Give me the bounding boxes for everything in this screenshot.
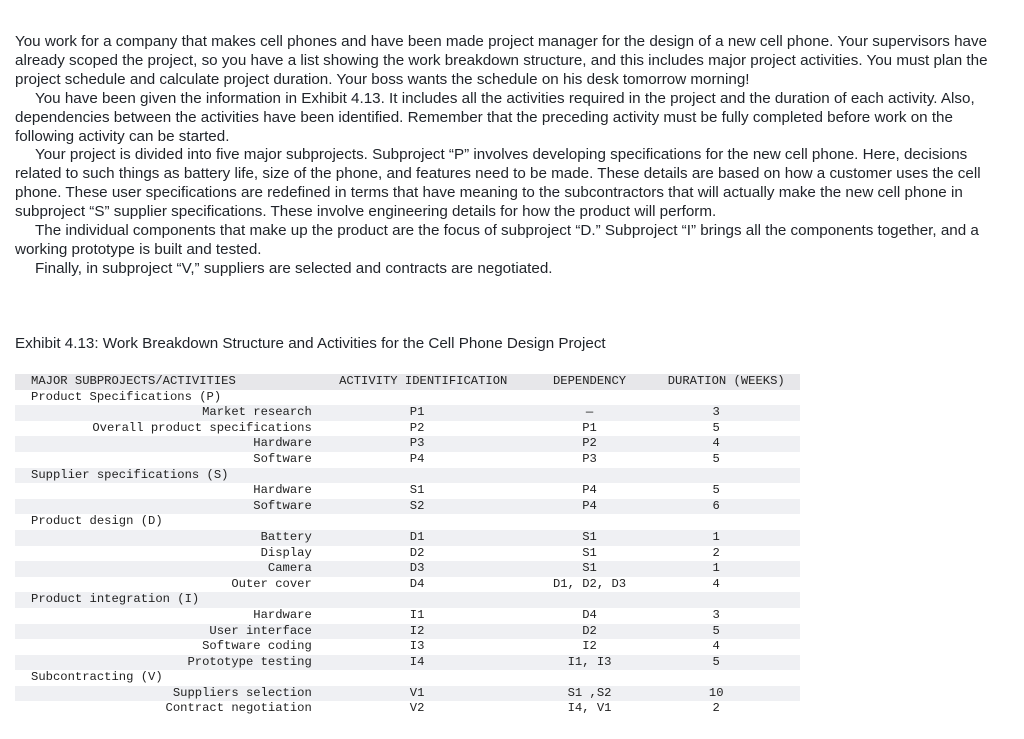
activity-name: Hardware: [253, 483, 312, 498]
activity-duration: 5: [712, 654, 720, 669]
activity-duration: 2: [712, 701, 720, 716]
problem-text: [15, 33, 1005, 279]
activity-row: [15, 639, 800, 655]
activity-dependency: S1 ,S2: [567, 685, 612, 700]
activity-id: V1: [409, 685, 425, 700]
activity-duration: 10: [708, 685, 724, 700]
activity-row: [15, 655, 800, 671]
activity-dependency: I2: [582, 639, 597, 654]
activity-row: [15, 421, 800, 437]
subproject-name: Product Specifications (P): [31, 389, 222, 404]
activity-duration: 5: [712, 420, 720, 435]
activity-duration: 4: [712, 576, 720, 591]
activity-id: P3: [409, 436, 425, 451]
activity-row: [15, 436, 800, 452]
subproject-row: [15, 390, 800, 406]
suppliers-paragraph: Finally, in subproject “V,” suppliers are selected and contracts are negotiated.: [35, 259, 553, 277]
activity-id: S1: [409, 483, 425, 498]
activity-id: P1: [409, 405, 425, 420]
subproject-row: [15, 468, 800, 484]
activity-row: [15, 701, 800, 717]
activity-duration: 2: [712, 545, 720, 560]
header-dependency: DEPENDENCY: [552, 374, 627, 388]
activity-name: Display: [260, 545, 312, 560]
activity-id: I2: [409, 623, 425, 638]
activity-row: [15, 405, 800, 421]
activity-duration: 5: [712, 451, 720, 466]
activity-row: [15, 608, 800, 624]
activity-row: [15, 452, 800, 468]
activity-name: Camera: [267, 561, 312, 576]
exhibit-info-paragraph: You have been given the information in Exhibit 4.13. It includes all the activities required in the project and the duration of each activity. Also, dependencies between the activities have been identified. Remember that the preceding activity must be fully completed before work on the following activity can be started.: [15, 89, 975, 145]
activity-name: Overall product specifications: [92, 420, 312, 435]
exhibit-title: Exhibit 4.13: Work Breakdown Structure and Activities for the Cell Phone Design Project: [15, 335, 606, 352]
activity-id: V2: [409, 701, 425, 716]
activity-id: P2: [409, 420, 425, 435]
activity-dependency: S1: [582, 561, 597, 576]
activity-duration: 1: [712, 561, 720, 576]
activity-name: Battery: [260, 529, 312, 544]
activity-dependency: P4: [582, 498, 597, 513]
activity-dependency: S1: [582, 529, 597, 544]
activity-id: D3: [409, 561, 425, 576]
activity-row: [15, 624, 800, 640]
header-activity-id: ACTIVITY IDENTIFICATION: [339, 374, 508, 388]
table-header-row: [15, 374, 800, 390]
wbs-table: [15, 374, 800, 717]
activity-dependency: S1: [582, 545, 597, 560]
activity-name: Prototype testing: [187, 654, 312, 669]
activity-dependency: I4, V1: [567, 701, 612, 716]
activity-name: User interface: [209, 623, 312, 638]
activity-duration: 1: [712, 529, 720, 544]
activity-id: S2: [409, 498, 425, 513]
activity-row: [15, 483, 800, 499]
activity-id: I1: [409, 607, 425, 622]
activity-row: [15, 686, 800, 702]
activity-id: D4: [409, 576, 425, 591]
subproject-row: [15, 592, 800, 608]
activity-dependency: P3: [582, 451, 597, 466]
subproject-name: Product design (D): [31, 514, 163, 529]
activity-duration: 5: [712, 483, 720, 498]
activity-dependency: P2: [582, 436, 597, 451]
activity-dependency: D4: [582, 607, 597, 622]
activity-name: Contract negotiation: [165, 701, 312, 716]
activity-row: [15, 546, 800, 562]
activity-row: [15, 561, 800, 577]
subproject-row: [15, 670, 800, 686]
activity-row: [15, 499, 800, 515]
activity-name: Hardware: [253, 436, 312, 451]
subproject-name: Product integration (I): [31, 592, 200, 607]
activity-name: Market research: [202, 405, 312, 420]
activity-dependency: D1, D2, D3: [552, 576, 627, 591]
activity-dependency: P1: [582, 420, 597, 435]
activity-name: Software: [253, 498, 312, 513]
activity-dependency: —: [585, 405, 594, 420]
activity-duration: 6: [712, 498, 720, 513]
activity-row: [15, 530, 800, 546]
activity-duration: 4: [712, 436, 720, 451]
activity-duration: 3: [712, 405, 720, 420]
header-duration: DURATION (WEEKS): [667, 374, 785, 388]
activity-name: Hardware: [253, 607, 312, 622]
components-paragraph: The individual components that make up the product are the focus of subproject “D.” Subproject “I” brings all the components together, and a working prototype is built and tested.: [15, 222, 979, 258]
intro-paragraph: You work for a company that makes cell phones and have been made project manager for the design of a new cell phone. Your supervisors have already scoped the project, so you have a list showing the work breakdown structure, and this includes major project activities. You must plan the project schedule and calculate project duration. Your boss wants the schedule on his desk tomorrow morning!: [15, 33, 988, 88]
activity-duration: 4: [712, 639, 720, 654]
activity-id: I4: [409, 654, 425, 669]
subproject-row: [15, 514, 800, 530]
activity-dependency: D2: [582, 623, 597, 638]
activity-id: P4: [409, 451, 425, 466]
activity-name: Outer cover: [231, 576, 312, 591]
header-subprojects: MAJOR SUBPROJECTS/ACTIVITIES: [31, 374, 236, 388]
activity-dependency: I1, I3: [567, 654, 612, 669]
activity-row: [15, 577, 800, 593]
activity-duration: 5: [712, 623, 720, 638]
activity-name: Software: [253, 451, 312, 466]
subproject-name: Supplier specifications (S): [31, 467, 229, 482]
subprojects-paragraph: Your project is divided into five major subprojects. Subproject “P” involves developing specifications for the new cell phone. Here, decisions related to such things as battery life, size of the phone, and features need to be made. These details are based on how a customer uses the cell phone. These user specifications are redefined in terms that have meaning to the subcontractors that will actually make the new cell phone in subproject “S” supplier specifications. These involve engineering details for how the product will perform.: [15, 146, 981, 221]
table-body: [15, 390, 800, 717]
activity-duration: 3: [712, 607, 720, 622]
activity-name: Suppliers selection: [172, 685, 312, 700]
activity-id: I3: [409, 639, 425, 654]
activity-name: Software coding: [202, 639, 312, 654]
activity-id: D1: [409, 529, 425, 544]
activity-id: D2: [409, 545, 425, 560]
activity-dependency: P4: [582, 483, 597, 498]
subproject-name: Subcontracting (V): [31, 670, 163, 685]
